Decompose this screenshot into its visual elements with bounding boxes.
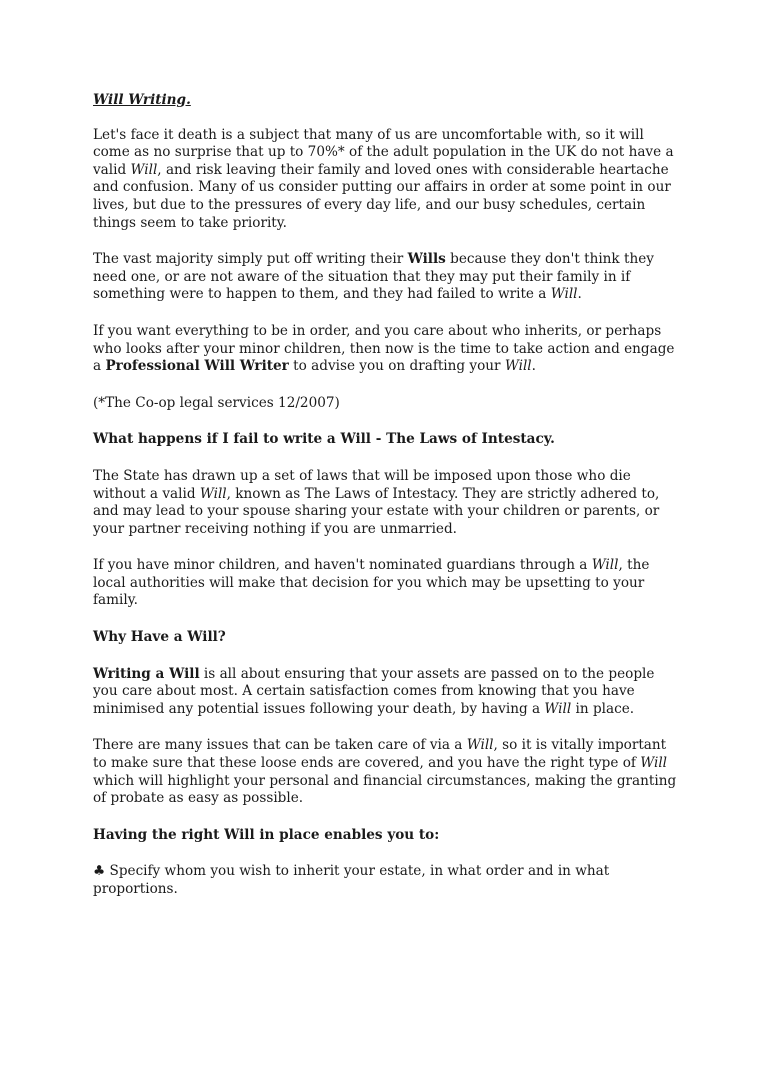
paragraph-majority <box>93 251 683 304</box>
paragraph-order <box>93 323 683 376</box>
bullet-item <box>93 863 683 898</box>
text-run: There are many issues that can be taken care of via a <box>93 737 467 754</box>
text-run: is all about ensuring that your assets are passed on to the people you care about most. A certain satisfaction comes from knowing that you have minimised any potential issues following your death, by having a <box>93 665 655 717</box>
emphasis-will: Will <box>640 755 668 772</box>
emphasis-will: Will <box>504 358 532 375</box>
emphasis-will: Will <box>199 485 227 502</box>
paragraph-issues <box>93 737 683 807</box>
paragraph-state-laws <box>93 468 683 538</box>
emphasis-will: Will <box>130 161 158 178</box>
text-run: Let's face it death is a subject that many of us are uncomfortable with, so it will come as no surprise that up to 70%* of the adult population in the UK do not have a valid <box>93 126 674 178</box>
text-run: , known as The Laws of Intestacy. They are strictly adhered to, and may lead to your spouse sharing your estate with your children or parents, or your partner receiving nothing if you are unmarried. <box>93 485 660 537</box>
heading-right-will: Having the right Will in place enables you to: <box>93 826 440 843</box>
document-title: Will Writing. <box>93 92 191 108</box>
citation: (*The Co-op legal services 12/2007) <box>93 394 340 411</box>
text-run: to advise you on drafting your <box>288 358 505 375</box>
paragraph-intro <box>93 127 683 233</box>
emphasis-will: Will <box>544 700 572 717</box>
bold-professional-will-writer: Professional Will Writer <box>105 358 289 375</box>
document-page <box>93 92 683 918</box>
text-run: The vast majority simply put off writing their <box>93 251 408 268</box>
bullet-text: Specify whom you wish to inherit your estate, in what order and in what proportions. <box>93 863 610 897</box>
bold-wills: Wills <box>407 251 446 268</box>
text-run: If you want everything to be in order, and you care about who inherits, or perhaps who looks after your minor children, then now is the time to take action and engage a <box>93 322 675 375</box>
emphasis-will: Will <box>550 286 578 303</box>
club-bullet-icon: ♣ <box>93 863 106 880</box>
heading-intestacy: What happens if I fail to write a Will - The Laws of Intestacy. <box>93 431 555 448</box>
text-run: , so it is vitally important to make sure that these loose ends are covered, and you have the right type of <box>93 737 667 772</box>
text-run: The State has drawn up a set of laws that will be imposed upon those who die without a valid <box>93 467 631 502</box>
bold-writing-a-will: Writing a Will <box>93 665 200 682</box>
emphasis-will: Will <box>466 737 494 754</box>
text-run: If you have minor children, and haven't nominated guardians through a <box>93 557 592 574</box>
text-run: . <box>531 358 536 375</box>
text-run: because they don't think they need one, or are not aware of the situation that they may put their family in if something were to happen to them, and they had failed to write a <box>93 251 654 303</box>
text-run: in place. <box>571 700 635 717</box>
text-run: , and risk leaving their family and loved ones with considerable heartache and confusion. Many of us consider putting our affairs in order at some point in our lives, but due to the pressures of every day life, and our busy schedules, certain things seem to take priority. <box>93 161 671 231</box>
heading-why-have-a-will: Why Have a Will? <box>93 629 226 646</box>
paragraph-writing-a-will <box>93 666 683 719</box>
emphasis-will: Will <box>591 557 619 574</box>
paragraph-guardians <box>93 557 683 610</box>
text-run: which will highlight your personal and financial circumstances, making the granting of probate as easy as possible. <box>93 772 677 807</box>
text-run: , the local authorities will make that decision for you which may be upsetting to your family. <box>93 557 650 609</box>
text-run: . <box>577 286 582 303</box>
